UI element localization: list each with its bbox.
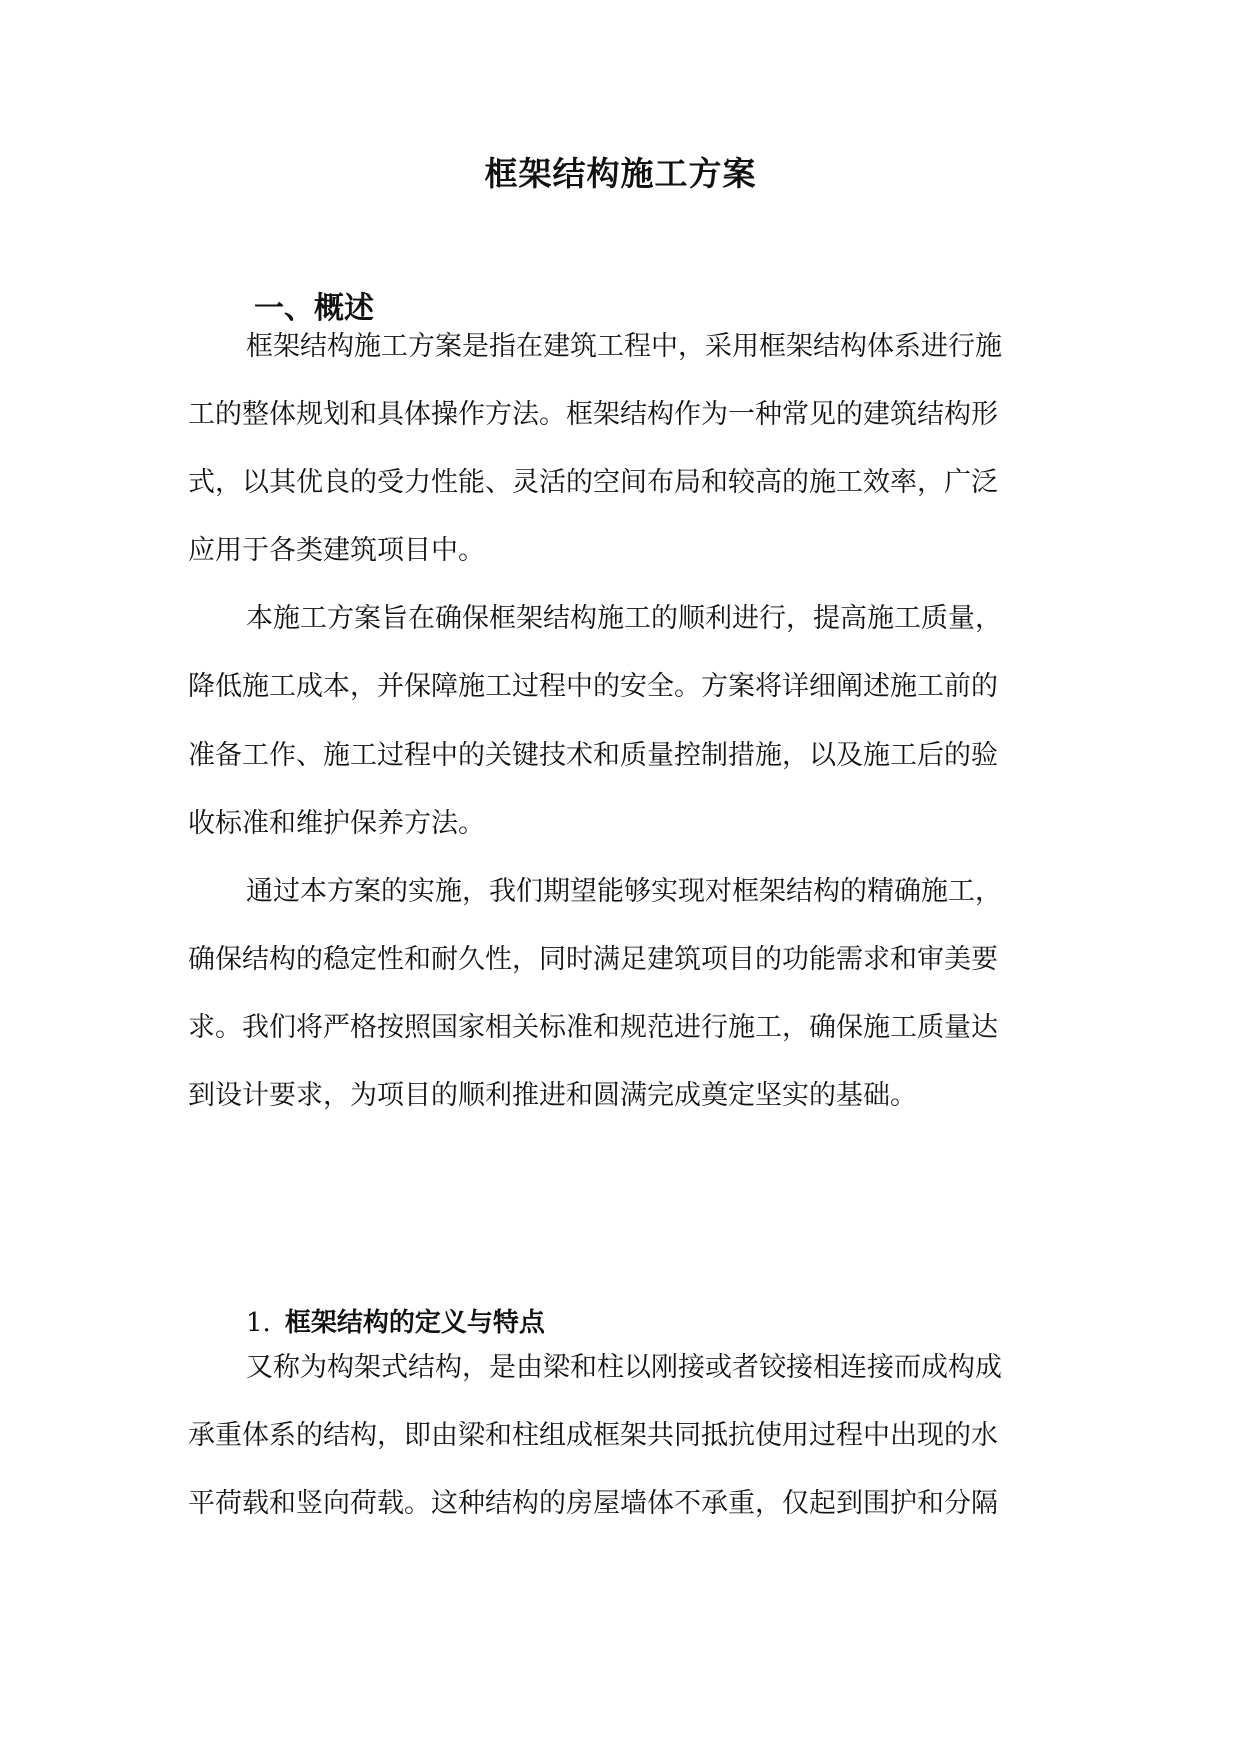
subsection-paragraph-line-1: 又称为构架式结构，是由梁和柱以刚接或者铰接相连接而成构成 <box>246 1352 1002 1383</box>
paragraph-3-line-1: 通过本方案的实施，我们期望能够实现对框架结构的精确施工， <box>246 876 1002 907</box>
document-title: 框架结构施工方案 <box>484 154 757 193</box>
paragraph-1-line-4: 应用于各类建筑项目中。 <box>188 535 485 566</box>
paragraph-3-line-2: 确保结构的稳定性和耐久性，同时满足建筑项目的功能需求和审美要 <box>188 944 998 975</box>
subsection-number: 1. <box>246 1308 271 1338</box>
paragraph-1-line-1: 框架结构施工方案是指在建筑工程中，采用框架结构体系进行施 <box>246 331 1002 362</box>
subsection-title: 框架结构的定义与特点 <box>284 1308 545 1338</box>
paragraph-2-line-2: 降低施工成本，并保障施工过程中的安全。方案将详细阐述施工前的 <box>188 671 998 702</box>
paragraph-2-line-1: 本施工方案旨在确保框架结构施工的顺利进行，提高施工质量， <box>246 603 1002 634</box>
paragraph-3-line-4: 到设计要求，为项目的顺利推进和圆满完成奠定坚实的基础。 <box>188 1080 917 1111</box>
subsection-paragraph-line-2: 承重体系的结构，即由梁和柱组成框架共同抵抗使用过程中出现的水 <box>188 1420 998 1451</box>
paragraph-3-line-3: 求。我们将严格按照国家相关标准和规范进行施工，确保施工质量达 <box>188 1012 998 1043</box>
paragraph-2-line-3: 准备工作、施工过程中的关键技术和质量控制措施，以及施工后的验 <box>188 740 998 771</box>
paragraph-2-line-4: 收标准和维护保养方法。 <box>188 808 485 839</box>
subsection-heading-definition <box>246 1302 545 1339</box>
paragraph-1-line-2: 工的整体规划和具体操作方法。框架结构作为一种常见的建筑结构形 <box>188 399 998 430</box>
subsection-paragraph-line-3: 平荷载和竖向荷载。这种结构的房屋墙体不承重，仅起到围护和分隔 <box>188 1488 998 1519</box>
paragraph-1-line-3: 式，以其优良的受力性能、灵活的空间布局和较高的施工效率，广泛 <box>188 467 998 498</box>
section-heading-overview: 一、概述 <box>254 291 374 326</box>
